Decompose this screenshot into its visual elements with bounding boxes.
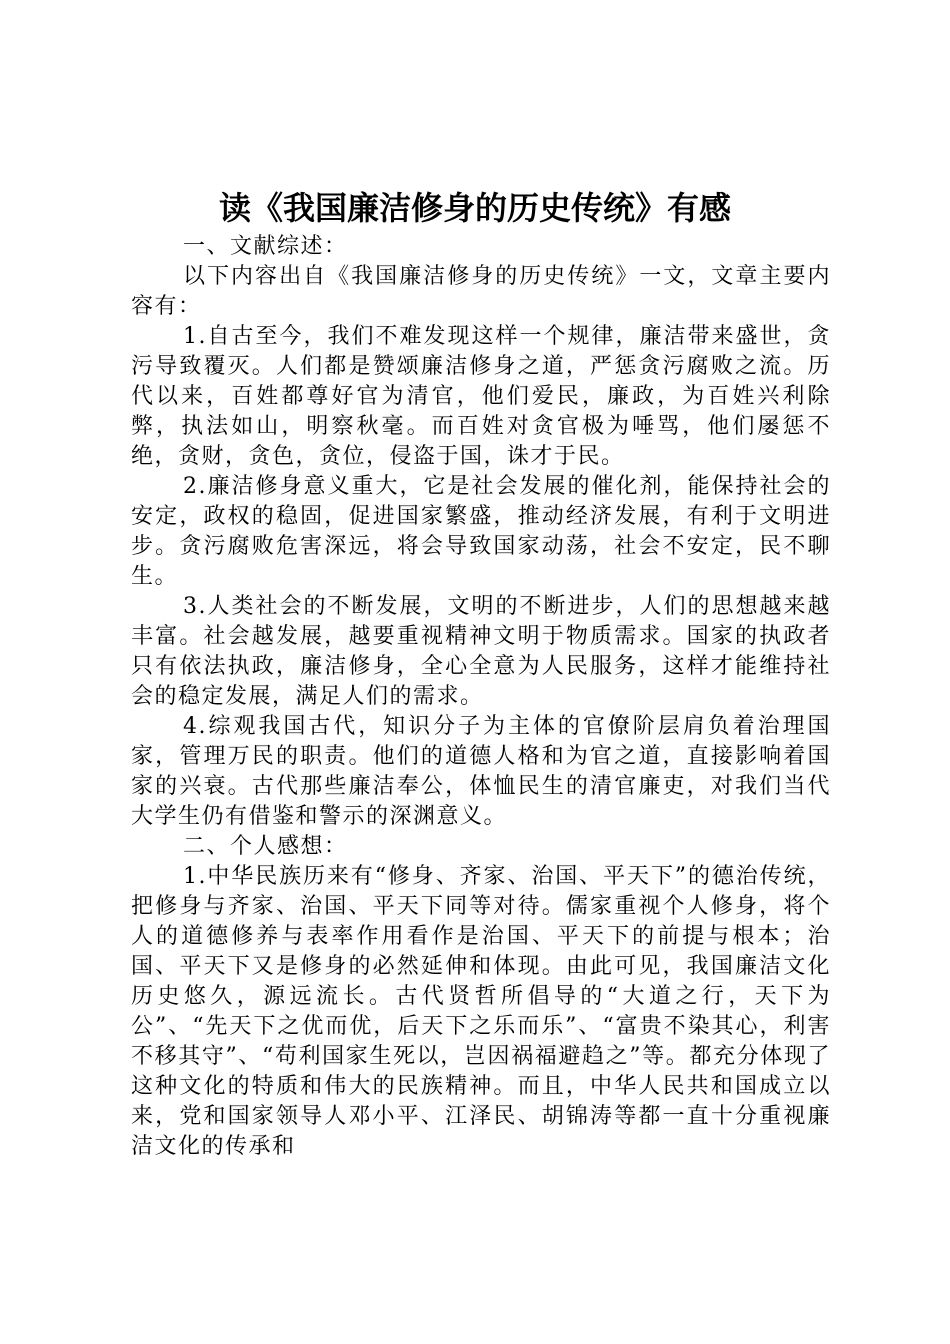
document-body xyxy=(131,232,831,1162)
paragraph-point-3: 3.人类社会的不断发展，文明的不断进步，人们的思想越来越丰富。社会越发展，越要重视精神文明于物质需求。国家的执政者只有依法执政，廉洁修身，全心全意为人民服务，这样才能维持社会的稳定发展，满足人们的需求。 xyxy=(131,594,831,709)
paragraph-point-4: 4.综观我国古代，知识分子为主体的官僚阶层肩负着治理国家，管理万民的职责。他们的道德人格和为官之道，直接影响着国家的兴衰。古代那些廉洁奉公，体恤民生的清官廉吏，对我们当代大学生仍有借鉴和警示的深渊意义。 xyxy=(131,714,831,829)
paragraph-point-1: 1.自古至今，我们不难发现这样一个规律，廉洁带来盛世，贪污导致覆灭。人们都是赞颂廉洁修身之道，严惩贪污腐败之流。历代以来，百姓都尊好官为清官，他们爱民，廉政，为百姓兴利除弊，执法如山，明察秋毫。而百姓对贪官极为唾骂，他们屡惩不绝，贪财，贪色，贪位，侵盗于国，诛才于民。 xyxy=(131,324,831,469)
paragraph-point-2: 2.廉洁修身意义重大，它是社会发展的催化剂，能保持社会的安定，政权的稳固，促进国家繁盛，推动经济发展，有利于文明进步。贪污腐败危害深远，将会导致国家动荡，社会不安定，民不聊生。 xyxy=(131,474,831,589)
section-heading-literature-review: 一、文献综述： xyxy=(183,234,348,259)
paragraph-intro: 以下内容出自《我国廉洁修身的历史传统》一文，文章主要内容有： xyxy=(131,264,831,319)
section-heading-personal-thoughts: 二、个人感想： xyxy=(183,834,348,859)
document-title: 读《我国廉洁修身的历史传统》有感 xyxy=(218,189,731,227)
paragraph-thought-1: 1.中华民族历来有“修身、齐家、治国、平天下”的德治传统，把修身与齐家、治国、平天下同等对待。儒家重视个人修身，将个人的道德修养与表率作用看作是治国、平天下的前提与根本；治国、平天下又是修身的必然延伸和体现。由此可见，我国廉洁文化历史悠久，源远流长。古代贤哲所倡导的“大道之行，天下为公”、“先天下之优而优，后天下之乐而乐”、“富贵不染其心，利害不移其守”、“苟利国家生死以，岂因祸福避趋之”等。都充分体现了这种文化的特质和伟大的民族精神。而且，中华人民共和国成立以来，党和国家领导人邓小平、江泽民、胡锦涛等都一直十分重视廉洁文化的传承和 xyxy=(131,864,831,1159)
